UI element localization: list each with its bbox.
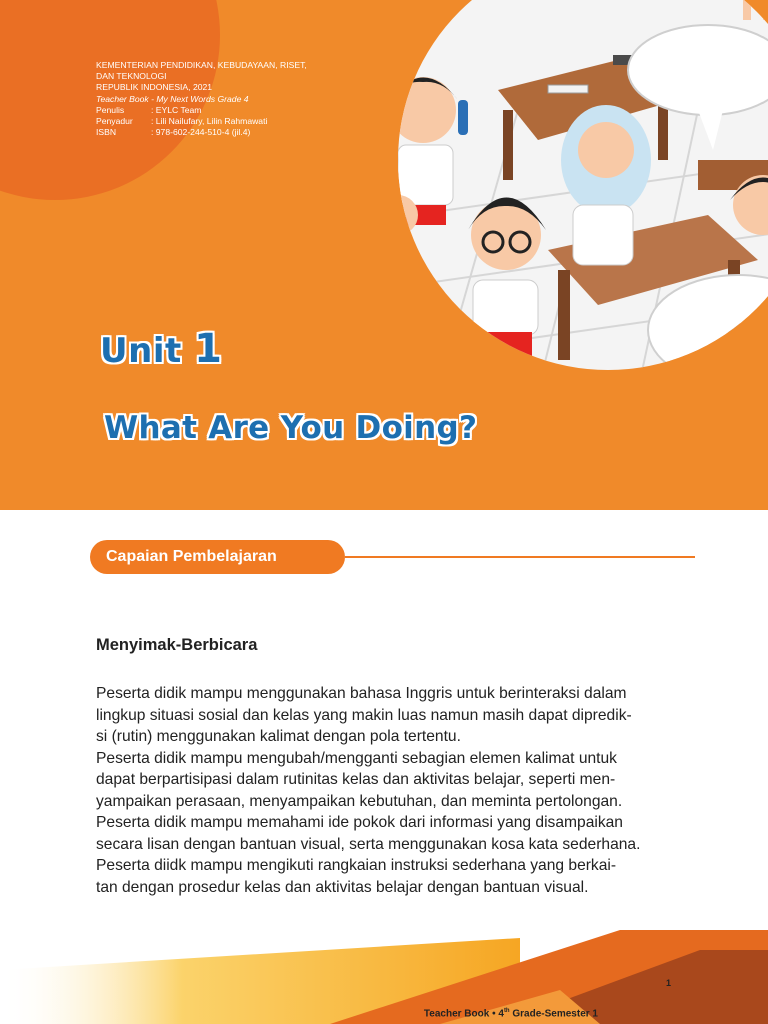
body-paragraph: [96, 683, 708, 898]
unit-label: [100, 326, 222, 372]
subheading: Menyimak-Berbicara: [96, 636, 258, 654]
publisher-line: DAN TEKNOLOGI: [96, 71, 167, 81]
text-line: Peserta didik mampu mengubah/mengganti sebagian elemen kalimat untuk: [96, 749, 617, 767]
section-heading: Capaian Pembelajaran: [90, 540, 345, 574]
text-line: Peserta didik mampu menggunakan bahasa Inggris untuk berinteraksi dalam: [96, 685, 627, 702]
credit-value: : Lili Nailufary, Lilin Rahmawati: [151, 116, 268, 126]
text-line: Peserta didik mampu memahami ide pokok dari informasi yang disampaikan: [96, 814, 623, 831]
footer-grade-rest: Grade-Semester 1: [512, 1008, 598, 1020]
text-line: lingkup situasi sosial dan kelas yang makin luas namun masih dapat dipredik-: [96, 706, 632, 724]
footer-bullet: •: [492, 1008, 496, 1020]
credit-row-penyadur: [96, 116, 376, 127]
credit-label: ISBN: [96, 127, 117, 137]
text-line: yampaikan perasaan, menyampaikan kebutuhan, dan meminta pertolongan.: [96, 792, 623, 810]
publisher-line: KEMENTERIAN PENDIDIKAN, KEBUDAYAAN, RISET,: [96, 60, 307, 70]
text-line: Peserta diidk mampu mengikuti rangkaian instruksi sederhana yang berkai-: [96, 857, 617, 874]
unit-title: What Are You Doing?: [104, 410, 478, 446]
credit-value: : EYLC Team: [151, 105, 202, 115]
unit-word: Unit: [100, 331, 182, 371]
cover-header: [0, 0, 768, 510]
classroom-illustration: [378, 0, 768, 390]
credit-label: Penulis: [96, 105, 125, 115]
footer-book: Teacher Book: [423, 1008, 490, 1020]
unit-number: 1: [194, 326, 223, 372]
footer-grade-num: 4: [498, 1008, 504, 1020]
credit-label: Penyadur: [96, 116, 133, 126]
credit-value: : 978-602-244-510-4 (jil.4): [151, 127, 251, 137]
book-title: Teacher Book - My Next Words Grade 4: [96, 94, 249, 104]
text-line: si (rutin) menggunakan kalimat dengan pola tertentu.: [96, 728, 461, 745]
page-number: 1: [666, 978, 672, 988]
footer-decoration: [0, 930, 768, 1024]
section-divider: [345, 556, 695, 558]
publisher-line: REPUBLIK INDONESIA, 2021: [96, 82, 213, 92]
publication-credits: [96, 60, 376, 138]
footer-grade-sup: th: [503, 1008, 510, 1014]
text-line: dapat berpartisipasi dalam rutinitas kelas dan aktivitas belajar, seperti men-: [96, 771, 616, 788]
text-line: tan dengan prosedur kelas dan aktivitas belajar dengan bantuan visual.: [96, 878, 589, 896]
credit-row-isbn: [96, 127, 376, 138]
credit-row-penulis: [96, 105, 376, 116]
text-line: secara lisan dengan bantuan visual, serta menggunakan kosa kata sederhana.: [96, 835, 641, 853]
footer-caption: [424, 1008, 598, 1019]
